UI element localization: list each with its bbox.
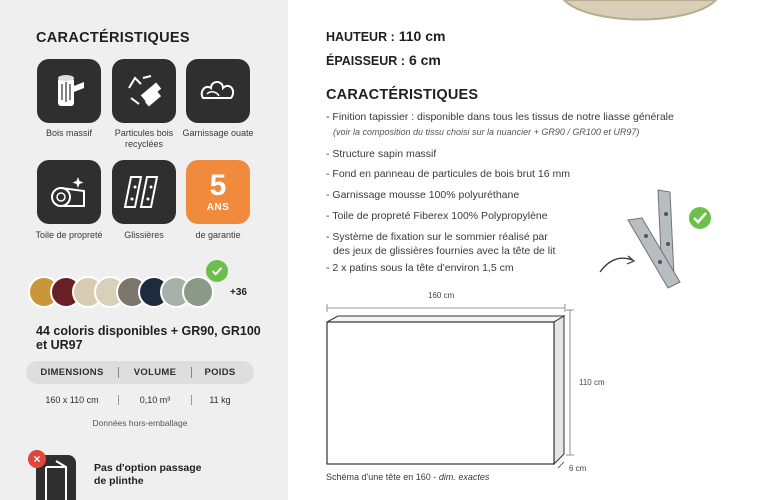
dimensions-values xyxy=(26,395,254,405)
schema-caption-text: Schéma d'une tête en 160 - xyxy=(326,472,437,482)
warranty-number: 5 xyxy=(209,168,227,202)
icon-label-garnissage: Garnissage ouate xyxy=(182,128,254,138)
more-colors-count: +36 xyxy=(230,287,247,298)
dimensions-note: Données hors-emballage xyxy=(92,418,188,428)
dim-header-dimensions: DIMENSIONS xyxy=(40,367,104,378)
feature-fixation-cont: des jeux de glissières fournies avec la tête de lit xyxy=(333,245,556,257)
left-panel xyxy=(0,0,288,500)
feature-patins: - 2 x patins sous la tête d'environ 1,5 cm xyxy=(326,262,514,274)
cotton-padding-icon xyxy=(186,59,250,123)
option-text: Pas d'option passage de plinthe xyxy=(94,462,202,487)
dim-value-poids: 11 kg xyxy=(209,395,231,405)
dimensions-header xyxy=(26,361,254,384)
color-swatch xyxy=(182,276,214,308)
feature-fond: - Fond en panneau de particules de bois brut 16 mm xyxy=(326,168,570,180)
feature-structure: - Structure sapin massif xyxy=(326,148,437,160)
left-title: CARACTÉRISTIQUES xyxy=(36,30,190,46)
feature-fixation: - Système de fixation sur le sommier réalisé par xyxy=(326,231,548,243)
headboard-cushion-image xyxy=(560,0,720,22)
thickness-value: 6 cm xyxy=(408,52,441,68)
icon-label-garantie: de garantie xyxy=(195,230,241,240)
schema-caption xyxy=(326,472,489,482)
feature-finition: - Finition tapissier : disponible dans tous les tissus de notre liasse générale xyxy=(326,111,674,123)
icon-label-bois: Bois massif xyxy=(45,128,92,138)
height-value: 110 cm xyxy=(398,28,446,44)
thickness-label: ÉPAISSEUR : xyxy=(326,54,405,68)
warranty-unit: ANS xyxy=(206,201,230,213)
schema-width-label: 160 cm xyxy=(428,291,455,300)
schema-depth-label: 6 cm xyxy=(569,464,587,473)
check-icon xyxy=(206,260,228,282)
recycled-wood-icon xyxy=(112,59,176,123)
dim-value-dimensions: 160 x 110 cm xyxy=(45,395,99,405)
slide-rail-icon xyxy=(112,160,176,224)
headboard-schema xyxy=(320,292,590,476)
dim-header-volume: VOLUME xyxy=(133,367,177,378)
schema-caption-italic: dim. exactes xyxy=(438,472,490,482)
wood-log-icon xyxy=(37,59,101,123)
colors-title: 44 coloris disponibles + GR90, GR100 et UR97 xyxy=(36,324,261,352)
icon-label-toile: Toile de propreté xyxy=(35,230,103,240)
icon-label-glissieres: Glissières xyxy=(124,230,164,240)
icon-label-particules: Particules bois recyclées xyxy=(114,128,174,149)
feature-garnissage: - Garnissage mousse 100% polyuréthane xyxy=(326,189,520,201)
slide-rails-image xyxy=(596,184,716,294)
feature-finition-note: (voir la composition du tissu choisi sur la nuancier + GR90 / GR100 et UR97) xyxy=(333,127,640,137)
cross-icon: × xyxy=(28,450,46,468)
schema-height-label: 110 cm xyxy=(579,378,605,387)
thickness-line xyxy=(326,52,441,68)
height-line xyxy=(326,28,445,44)
height-label: HAUTEUR : xyxy=(326,30,395,44)
right-title: CARACTÉRISTIQUES xyxy=(326,87,479,103)
dim-value-volume: 0,10 m³ xyxy=(139,395,171,405)
dim-header-poids: POIDS xyxy=(204,367,236,378)
feature-toile: - Toile de propreté Fiberex 100% Polypropylène xyxy=(326,210,548,222)
warranty-badge xyxy=(186,160,250,224)
fabric-roll-icon xyxy=(37,160,101,224)
